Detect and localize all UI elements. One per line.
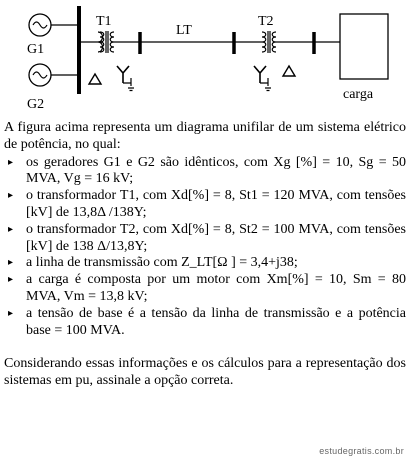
transformer-t2 — [254, 14, 295, 91]
generator-g1 — [27, 14, 79, 57]
g1-label: G1 — [27, 42, 45, 57]
t2-label: T2 — [258, 14, 274, 29]
single-line-diagram — [0, 0, 410, 118]
load-box — [340, 14, 388, 79]
watermark: estudegratis.com.br — [319, 446, 404, 456]
list-item — [4, 306, 406, 340]
wye-grounded-icon — [254, 66, 271, 91]
list-item — [4, 222, 406, 256]
generator-g2 — [27, 64, 79, 112]
delta-winding-icon — [89, 74, 101, 84]
list-item-text: o transformador T1, com Xd[%] = 8, St1 = 120 MVA, com tensões [kV] de 13,8Δ /138Y; — [26, 188, 406, 220]
bullet-icon: ▸ — [8, 274, 14, 286]
list-item-text: os geradores G1 e G2 são idênticos, com Xg [%] = 10, Sg = 50 MVA, Vg = 16 kV; — [26, 154, 406, 187]
lt-label: LT — [176, 23, 192, 38]
wye-grounded-icon — [117, 66, 134, 91]
list-item — [4, 188, 406, 222]
specs-list — [4, 155, 406, 340]
list-item-text: a linha de transmissão com Z_LT[Ω ] = 3,4+j38; — [26, 255, 298, 271]
bullet-icon: ▸ — [8, 257, 14, 269]
ac-wave-icon — [33, 72, 47, 78]
ac-wave-icon — [33, 22, 47, 28]
list-item-text: o transformador T2, com Xd[%] = 8, St2 = 100 MVA, com tensões [kV] de 138 Δ/13,8Y; — [26, 221, 406, 254]
transformer-t1 — [89, 14, 134, 91]
g2-label: G2 — [27, 97, 45, 112]
conclusion-paragraph: Considerando essas informações e os cálculos para a representação dos sistemas em pu, assinale a opção correta. — [4, 356, 406, 389]
list-item-text: a carga é composta por um motor com Xm[%] = 10, Sm = 80 MVA, Vm = 13,8 kV; — [26, 272, 406, 304]
t1-label: T1 — [96, 14, 112, 29]
bullet-icon: ▸ — [8, 190, 14, 202]
list-item — [4, 272, 406, 306]
transformer-icon — [262, 32, 266, 52]
bullet-icon: ▸ — [8, 223, 14, 235]
carga-label: carga — [343, 87, 374, 102]
list-item — [4, 255, 406, 272]
list-item-text: a tensão de base é a tensão da linha de transmissão e a potência base = 100 MVA. — [26, 305, 406, 338]
intro-paragraph: A figura acima representa um diagrama unifilar de um sistema elétrico de potência, no qual: — [4, 120, 406, 152]
delta-winding-icon — [283, 66, 295, 76]
list-item — [4, 155, 406, 189]
bullet-icon: ▸ — [8, 307, 14, 319]
question-text — [4, 120, 406, 390]
bullet-icon: ▸ — [8, 156, 14, 168]
